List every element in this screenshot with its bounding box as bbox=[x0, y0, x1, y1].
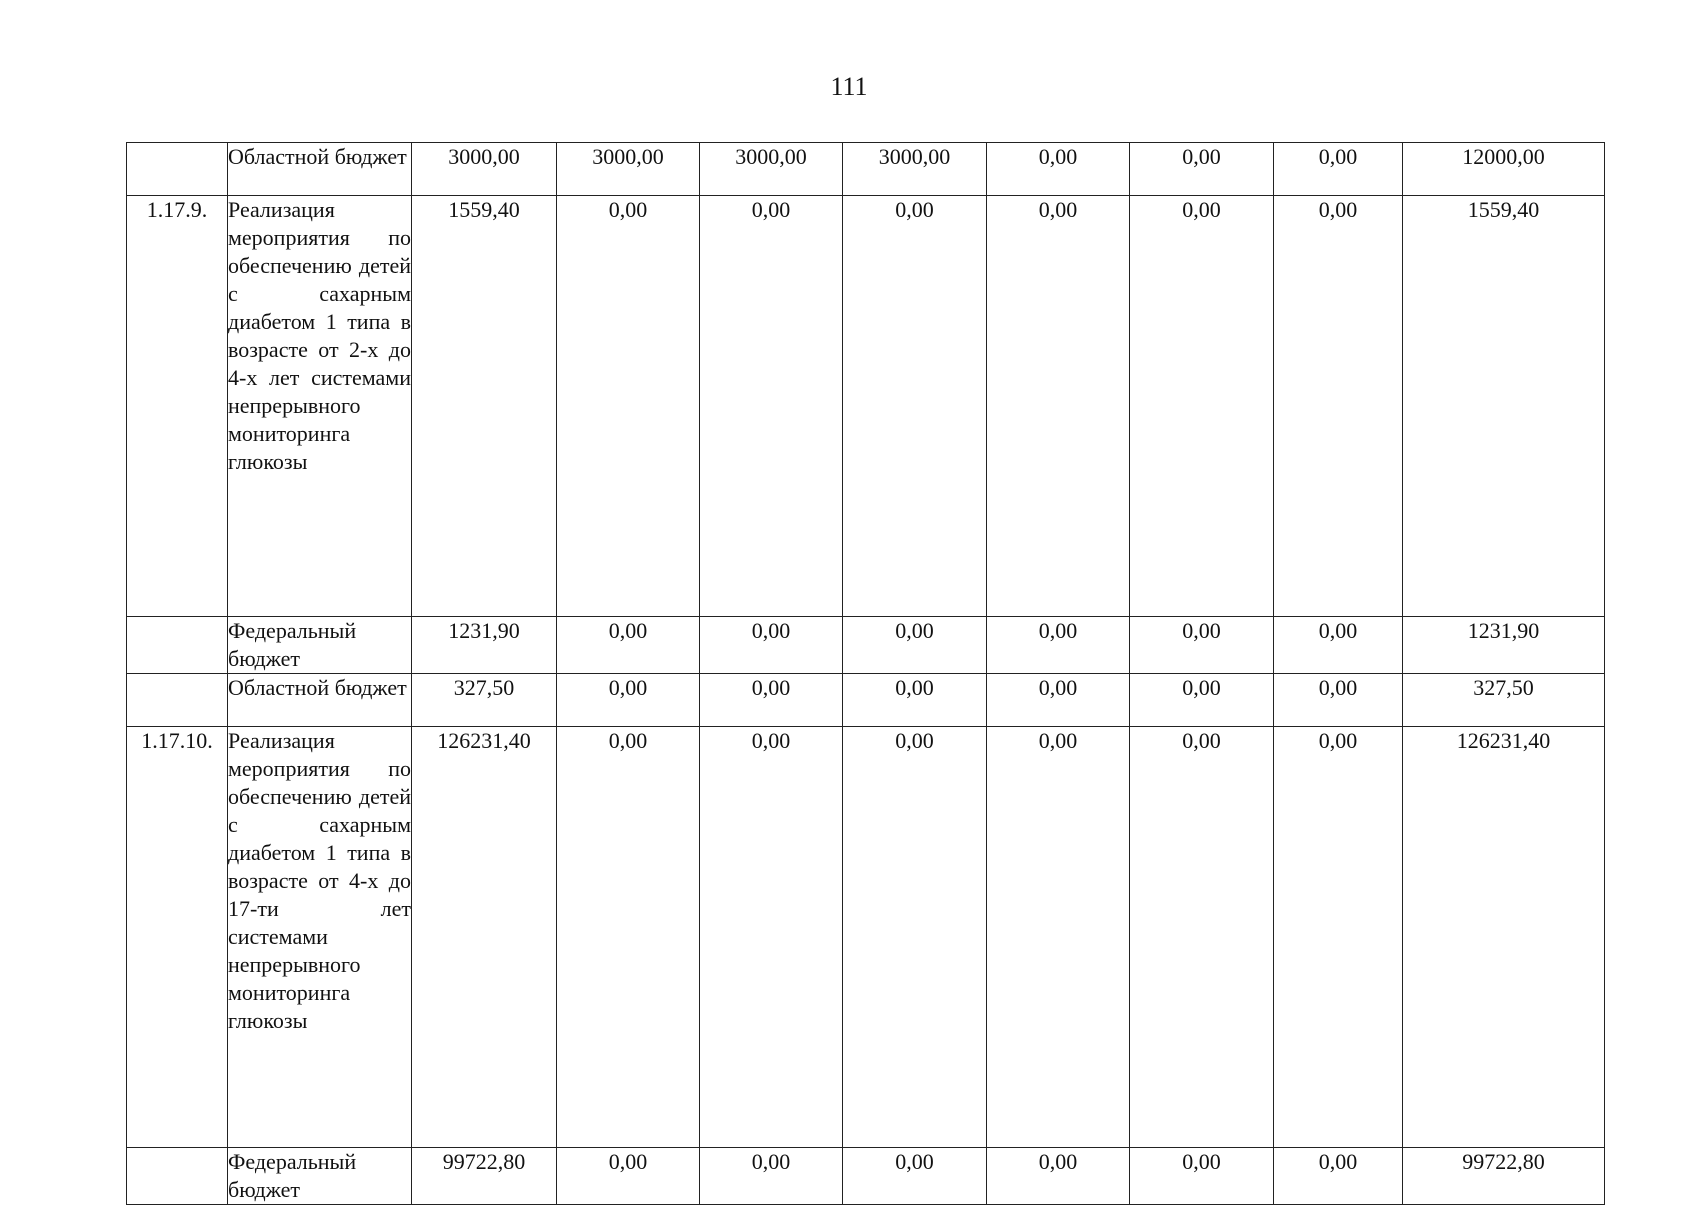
value-cell: 0,00 bbox=[987, 196, 1130, 617]
page-number: 111 bbox=[830, 72, 868, 101]
value-cell: 0,00 bbox=[1130, 674, 1274, 727]
row-number: 1.17.10. bbox=[127, 727, 228, 1148]
table-row bbox=[127, 674, 1605, 727]
row-number bbox=[127, 1148, 228, 1205]
value-cell: 0,00 bbox=[843, 674, 987, 727]
row-description: Областной бюджет bbox=[228, 143, 412, 196]
value-cell: 3000,00 bbox=[412, 143, 557, 196]
table-row bbox=[127, 196, 1605, 617]
value-cell: 0,00 bbox=[700, 727, 843, 1148]
value-cell: 0,00 bbox=[843, 1148, 987, 1205]
total-cell: 1231,90 bbox=[1403, 617, 1605, 674]
value-cell: 3000,00 bbox=[557, 143, 700, 196]
value-cell: 0,00 bbox=[700, 196, 843, 617]
value-cell: 0,00 bbox=[987, 674, 1130, 727]
value-cell: 0,00 bbox=[1274, 143, 1403, 196]
value-cell: 3000,00 bbox=[843, 143, 987, 196]
value-cell: 1559,40 bbox=[412, 196, 557, 617]
table-row bbox=[127, 143, 1605, 196]
value-cell: 0,00 bbox=[1130, 617, 1274, 674]
value-cell: 0,00 bbox=[987, 1148, 1130, 1205]
value-cell: 0,00 bbox=[1130, 196, 1274, 617]
value-cell: 0,00 bbox=[1274, 727, 1403, 1148]
row-description: Федеральный бюджет bbox=[228, 617, 412, 674]
budget-table bbox=[126, 142, 1605, 1205]
total-cell: 12000,00 bbox=[1403, 143, 1605, 196]
row-number bbox=[127, 143, 228, 196]
row-description: Областной бюджет bbox=[228, 674, 412, 727]
row-number bbox=[127, 617, 228, 674]
value-cell: 0,00 bbox=[1130, 1148, 1274, 1205]
value-cell: 0,00 bbox=[1130, 727, 1274, 1148]
value-cell: 0,00 bbox=[1274, 674, 1403, 727]
value-cell: 0,00 bbox=[700, 1148, 843, 1205]
value-cell: 0,00 bbox=[987, 143, 1130, 196]
value-cell: 0,00 bbox=[1274, 617, 1403, 674]
value-cell: 0,00 bbox=[557, 674, 700, 727]
value-cell: 0,00 bbox=[557, 727, 700, 1148]
value-cell: 0,00 bbox=[843, 617, 987, 674]
table-row bbox=[127, 1148, 1605, 1205]
table-row bbox=[127, 617, 1605, 674]
value-cell: 0,00 bbox=[843, 727, 987, 1148]
value-cell: 0,00 bbox=[557, 617, 700, 674]
total-cell: 327,50 bbox=[1403, 674, 1605, 727]
value-cell: 3000,00 bbox=[700, 143, 843, 196]
value-cell: 0,00 bbox=[700, 617, 843, 674]
value-cell: 0,00 bbox=[843, 196, 987, 617]
value-cell: 0,00 bbox=[987, 727, 1130, 1148]
value-cell: 0,00 bbox=[1274, 1148, 1403, 1205]
value-cell: 327,50 bbox=[412, 674, 557, 727]
row-number: 1.17.9. bbox=[127, 196, 228, 617]
value-cell: 0,00 bbox=[557, 1148, 700, 1205]
value-cell: 0,00 bbox=[1274, 196, 1403, 617]
value-cell: 1231,90 bbox=[412, 617, 557, 674]
table-row bbox=[127, 727, 1605, 1148]
value-cell: 126231,40 bbox=[412, 727, 557, 1148]
total-cell: 1559,40 bbox=[1403, 196, 1605, 617]
value-cell: 0,00 bbox=[987, 617, 1130, 674]
row-description: Реализация мероприятия по обеспечению детей с сахарным диабетом 1 типа в возрасте от 2-х до 4-х лет системами непрерывного мониторинга глюкозы bbox=[228, 196, 412, 617]
value-cell: 0,00 bbox=[557, 196, 700, 617]
value-cell: 0,00 bbox=[700, 674, 843, 727]
total-cell: 126231,40 bbox=[1403, 727, 1605, 1148]
row-number bbox=[127, 674, 228, 727]
value-cell: 0,00 bbox=[1130, 143, 1274, 196]
row-description: Федеральный бюджет bbox=[228, 1148, 412, 1205]
total-cell: 99722,80 bbox=[1403, 1148, 1605, 1205]
value-cell: 99722,80 bbox=[412, 1148, 557, 1205]
row-description: Реализация мероприятия по обеспечению детей с сахарным диабетом 1 типа в возрасте от 4-х до 17-ти лет системами непрерывного мониторинга глюкозы bbox=[228, 727, 412, 1148]
